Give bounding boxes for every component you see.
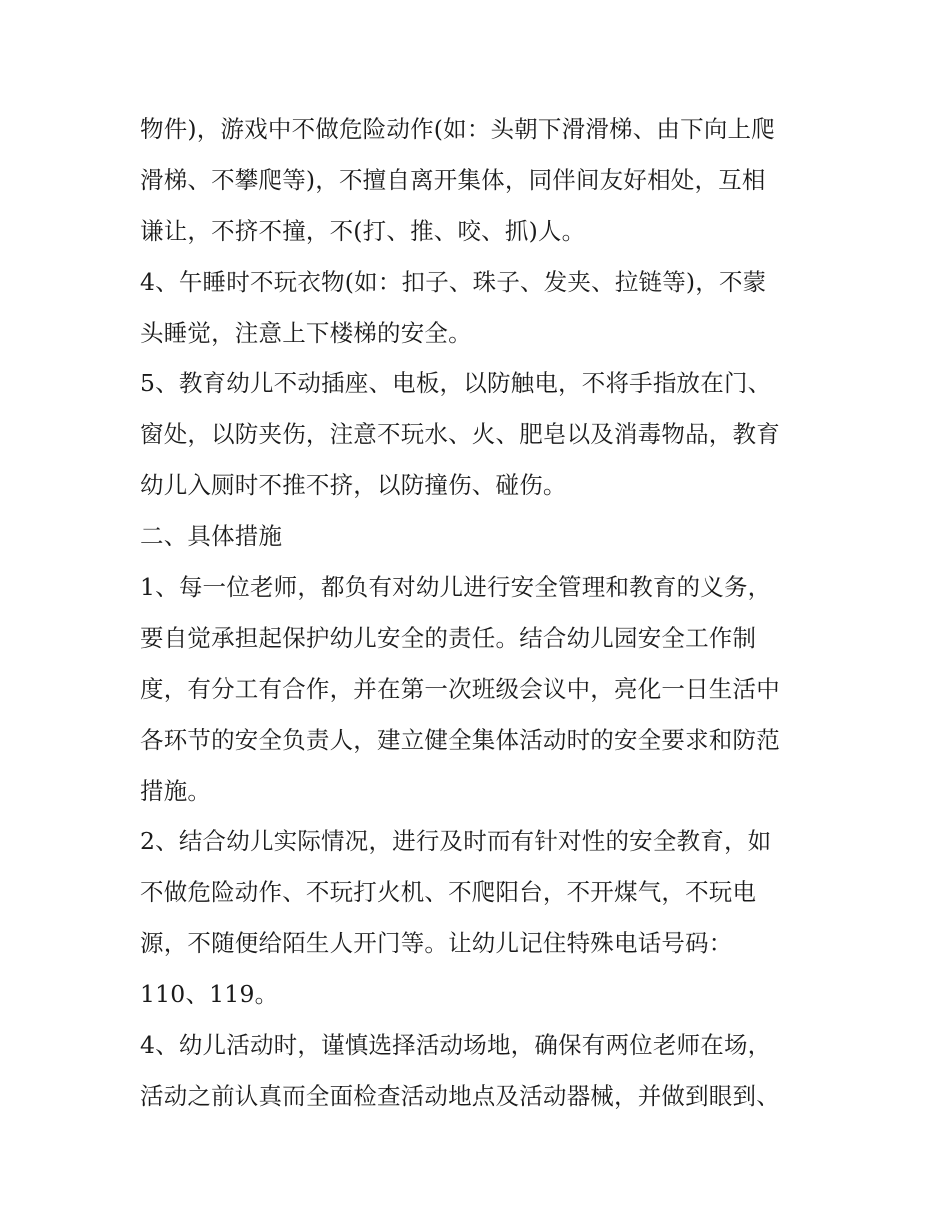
text-line: 1、每一位老师，都负有对幼儿进行安全管理和教育的义务，: [140, 573, 772, 602]
text-line: 4、幼儿活动时，谨慎选择活动场地，确保有两位老师在场，: [140, 1031, 772, 1060]
text-line: 措施。: [140, 776, 212, 805]
text-line: 度，有分工有合作，并在第一次班级会议中，亮化一日生活中: [140, 674, 780, 703]
text-line: 要自觉承担起保护幼儿安全的责任。结合幼儿园安全工作制: [140, 623, 757, 652]
text-line: 谦让，不挤不撞，不(打、推、咬、抓)人。: [140, 216, 586, 245]
text-line: 各环节的安全负责人，建立健全集体活动时的安全要求和防范: [140, 725, 780, 754]
text-line: 物件)，游戏中不做危险动作(如：头朝下滑滑梯、由下向上爬: [140, 115, 775, 143]
text-line: 源，不随便给陌生人开门等。让幼儿记住特殊电话号码：: [140, 929, 733, 958]
text-line: 头睡觉，注意上下楼梯的安全。: [140, 318, 472, 347]
text-line: 窗处，以防夹伤，注意不玩水、火、肥皂以及消毒物品，教育: [140, 420, 780, 449]
text-line: 滑梯、不攀爬等)，不擅自离开集体，同伴间友好相处，互相: [140, 165, 766, 194]
text-line: 110、119。: [140, 980, 279, 1009]
text-line: 活动之前认真而全面检查活动地点及活动器械，并做到眼到、: [140, 1081, 780, 1110]
text-line: 2、结合幼儿实际情况，进行及时而有针对性的安全教育，如: [140, 827, 772, 856]
text-line: 不做危险动作、不玩打火机、不爬阳台，不开煤气，不玩电: [140, 878, 757, 907]
text-line: 幼儿入厕时不推不挤，以防撞伤、碰伤。: [140, 471, 567, 500]
text-line: 5、教育幼儿不动插座、电板，以防触电，不将手指放在门、: [140, 369, 772, 398]
text-line: 4、午睡时不玩衣物(如：扣子、珠子、发夹、拉链等)，不蒙: [140, 267, 767, 296]
document-body: [140, 104, 830, 1122]
section-heading: 二、具体措施: [140, 522, 283, 551]
